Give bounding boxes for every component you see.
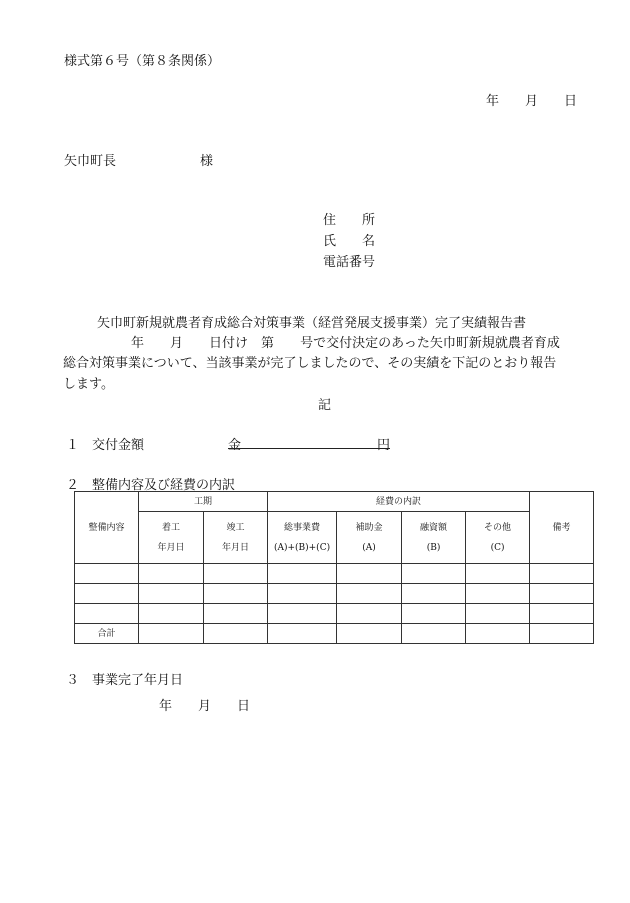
table-cell[interactable] [139,564,204,584]
header-loan-code: (B) [402,538,466,564]
completion-date: 年 月 日 [159,699,251,714]
table-cell[interactable] [75,584,139,604]
table-cell[interactable] [530,624,594,644]
table-cell[interactable] [466,604,530,624]
section3-heading: ３ 事業完了年月日 [66,673,184,688]
applicant-address-label: 住 所 [323,213,376,228]
addressee-name: 矢巾町長 [64,154,117,169]
amount-unit: 円 [377,438,391,453]
header-loan: 融資額 [402,512,466,539]
table-cell[interactable] [337,584,402,604]
header-start: 着工 [139,512,204,539]
table-cell[interactable] [466,624,530,644]
applicant-name-label: 氏 名 [323,234,376,249]
header-subsidy: 補助金 [337,512,402,539]
table-row [75,604,594,624]
section2-heading: ２ 整備内容及び経費の内訳 [66,478,236,493]
cost-breakdown-table [74,491,594,644]
header-remarks: 備考 [530,492,594,564]
addressee [64,150,213,169]
date-line [486,90,577,109]
addressee-honorific: 様 [200,154,214,169]
header-end: 竣工 [204,512,268,539]
table-cell[interactable] [75,604,139,624]
table-cell[interactable] [530,584,594,604]
amount-currency: 金 [228,438,242,453]
header-cost-breakdown: 経費の内訳 [268,492,530,512]
table-row [75,564,594,584]
table-cell[interactable] [337,624,402,644]
header-period: 工期 [139,492,268,512]
table-cell[interactable] [204,564,268,584]
table-cell[interactable] [204,624,268,644]
amount-underline [228,448,390,449]
table-cell[interactable] [402,624,466,644]
table-cell[interactable] [337,564,402,584]
header-subsidy-code: (A) [337,538,402,564]
ki-heading: 記 [318,398,332,413]
table-cell[interactable] [139,604,204,624]
table-cell[interactable] [402,564,466,584]
table-total-row [75,624,594,644]
header-item: 整備内容 [75,492,139,564]
table-cell[interactable] [268,624,337,644]
table-cell[interactable] [268,564,337,584]
table-cell[interactable] [204,604,268,624]
header-total: 総事業費 [268,512,337,539]
header-other: その他 [466,512,530,539]
header-other-code: (C) [466,538,530,564]
body-line-1: 年 月 日付け 第 号で交付決定のあった矢巾町新規就農者育成 [131,336,560,351]
table-cell[interactable] [204,584,268,604]
table-cell[interactable] [402,584,466,604]
table-cell[interactable] [530,604,594,624]
header-start-unit: 年月日 [139,538,204,564]
date-day: 日 [564,94,578,109]
date-year: 年 [486,94,500,109]
table-cell[interactable] [139,584,204,604]
header-total-formula: (A)+(B)+(C) [268,538,337,564]
applicant-phone-label: 電話番号 [323,255,376,270]
section1-heading: １ 交付金額 [66,438,145,453]
header-end-unit: 年月日 [204,538,268,564]
table-cell[interactable] [337,604,402,624]
table-cell[interactable] [268,584,337,604]
table-cell[interactable] [268,604,337,624]
body-line-3: します。 [63,377,114,392]
table-cell[interactable] [530,564,594,584]
table-row [75,584,594,604]
table-cell[interactable] [466,584,530,604]
total-row-label: 合計 [75,624,139,644]
form-number: 様式第６号（第８条関係） [64,54,221,69]
body-line-2: 総合対策事業について、当該事業が完了しましたので、その実績を下記のとおり報告 [63,356,557,371]
table-cell[interactable] [466,564,530,584]
table-cell[interactable] [402,604,466,624]
report-title: 矢巾町新規就農者育成総合対策事業（経営発展支援事業）完了実績報告書 [97,316,527,331]
table-cell[interactable] [139,624,204,644]
table-cell[interactable] [75,564,139,584]
date-month: 月 [525,94,539,109]
